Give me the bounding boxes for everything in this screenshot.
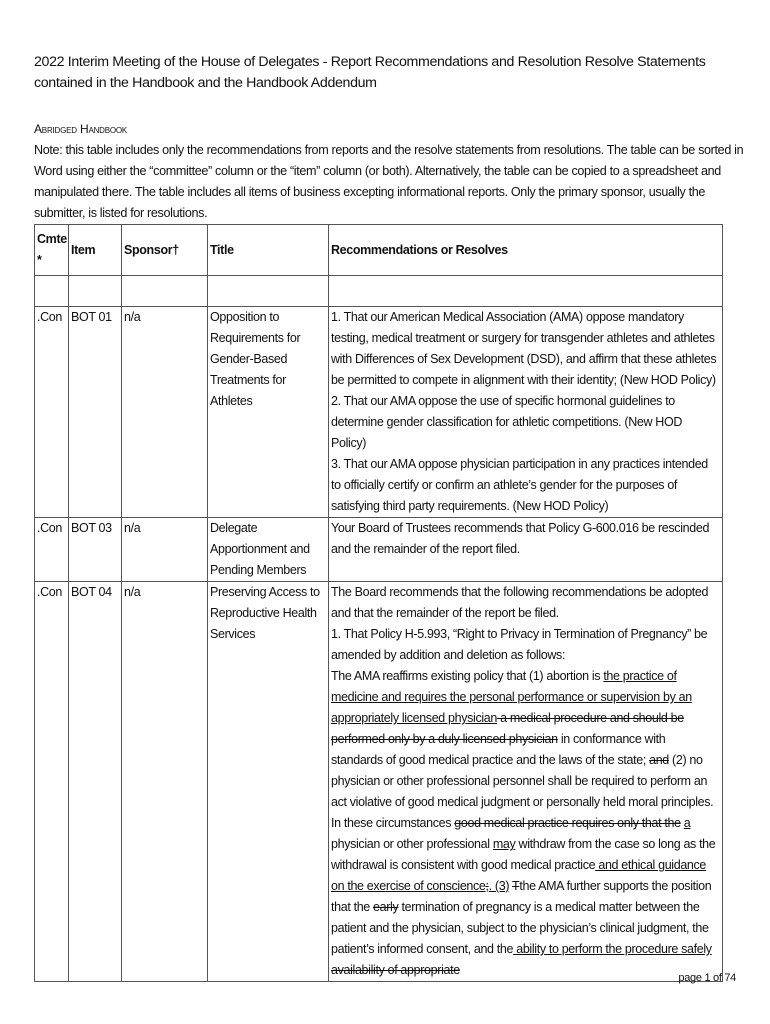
inserted-text: may [492, 837, 516, 851]
deleted-text: a medical procedure and should be performed only by a duly licensed physician [331, 711, 684, 746]
title-cell: Delegate Apportionment and Pending Members [208, 518, 329, 582]
recommendations-cell [329, 518, 723, 582]
inserted-text: . (3) [488, 879, 510, 893]
page-number: page 1 of 74 [678, 972, 736, 984]
page-title: 2022 Interim Meeting of the House of Delegates - Report Recommendations and Resolution Resolve Statements contained in the Handbook and the Handbook Addendum [34, 54, 706, 91]
blank-cell [69, 276, 122, 307]
table-row [35, 307, 723, 518]
title-cell: Preserving Access to Reproductive Health Services [208, 582, 329, 982]
inserted-text: the practice of medicine and requires the personal performance or supervision by an appropriately licensed physician [331, 669, 692, 725]
table-header-row [35, 225, 723, 276]
inserted-text: and ethical guidance on the exercise of conscience [331, 858, 707, 893]
blank-cell [208, 276, 329, 307]
item-cell: BOT 04 [69, 582, 122, 982]
recommendations-table [34, 224, 723, 982]
blank-row [35, 276, 723, 307]
recommendation-text: 1. That our American Medical Association (AMA) oppose mandatory testing, medical treatment or surgery for transgender athletes and athletes with Differences of Sex Development (DSD), and affirm that these athletes be permitted to compete in alignment with their identity; (New HOD Policy) [331, 310, 717, 387]
deleted-text: availability of appropriate [331, 963, 460, 977]
header-title[interactable]: Title [208, 225, 329, 276]
deleted-text: ; [485, 879, 489, 893]
sponsor-cell: n/a [122, 518, 208, 582]
table-row [35, 518, 723, 582]
policy-text: withdraw from the case so long as the withdrawal is consistent with good medical practice [331, 837, 716, 872]
table-row [35, 582, 723, 982]
header-sponsor[interactable]: Sponsor† [122, 225, 208, 276]
cmte-cell: .Con [35, 518, 69, 582]
recommendation-text: Your Board of Trustees recommends that Policy G-600.016 be rescinded and the remainder of the report filed. [331, 521, 710, 556]
deleted-text: early [373, 900, 399, 914]
deleted-text: T [512, 879, 520, 893]
title-cell: Opposition to Requirements for Gender-Based Treatments for Athletes [208, 307, 329, 518]
cmte-cell: .Con [35, 582, 69, 982]
deleted-text: good medical practice requires only that the [454, 816, 681, 830]
header-recommendations[interactable]: Recommendations or Resolves [329, 225, 723, 276]
sponsor-cell: n/a [122, 307, 208, 518]
cmte-cell: .Con [35, 307, 69, 518]
sponsor-cell: n/a [122, 582, 208, 982]
blank-cell [122, 276, 208, 307]
policy-text: (2) no physician or other professional personnel shall be required to perform an act violative of good medical judgment or personally held moral principles. In these circumstances [331, 753, 714, 830]
policy-text: the AMA further supports the position that the [331, 879, 712, 914]
section-label: Abridged Handbook [34, 122, 128, 136]
recommendations-cell [329, 307, 723, 518]
policy-text: termination of pregnancy is a medical matter between the patient and the physician, subject to the physician’s clinical judgment, the patient’s informed consent, and the [331, 900, 709, 956]
blank-cell [35, 276, 69, 307]
policy-text: in conformance with standards of good medical practice and the laws of the state; [331, 732, 666, 767]
inserted-text: a [683, 816, 691, 830]
note-paragraph: Note: this table includes only the recommendations from reports and the resolve statements from resolutions. The table can be sorted in Word using either the “committee” column or the “item” column (or both). Alternatively, the table can be copied to a spreadsheet and manipulated there. The table includes all items of business excepting informational reports. Only the primary sponsor, usually the submitter, is listed for resolutions. [34, 143, 744, 220]
item-cell: BOT 03 [69, 518, 122, 582]
inserted-text: ability to perform the procedure safely [513, 942, 712, 956]
blank-cell [329, 276, 723, 307]
recommendation-text: 2. That our AMA oppose the use of specific hormonal guidelines to determine gender classification for athletic competitions. (New HOD Policy) [331, 394, 683, 450]
recommendation-text: 1. That Policy H-5.993, “Right to Privacy in Termination of Pregnancy” be amended by addition and deletion as follows: [331, 627, 708, 662]
recommendation-text: 3. That our AMA oppose physician participation in any practices intended to officially certify or confirm an athlete’s gender for the purposes of satisfying third party requirements. (New HOD Policy) [331, 457, 708, 513]
recommendations-cell [329, 582, 723, 982]
policy-text: physician or other professional [331, 837, 493, 851]
policy-text: The AMA reaffirms existing policy that (1) abortion is [331, 669, 604, 683]
header-item[interactable]: Item [69, 225, 122, 276]
deleted-text: and [649, 753, 669, 767]
header-cmte[interactable]: Cmte * [35, 225, 69, 276]
recommendation-text: The Board recommends that the following recommendations be adopted and that the remainder of the report be filed. [331, 585, 709, 620]
item-cell: BOT 01 [69, 307, 122, 518]
amended-policy-text [331, 666, 720, 981]
